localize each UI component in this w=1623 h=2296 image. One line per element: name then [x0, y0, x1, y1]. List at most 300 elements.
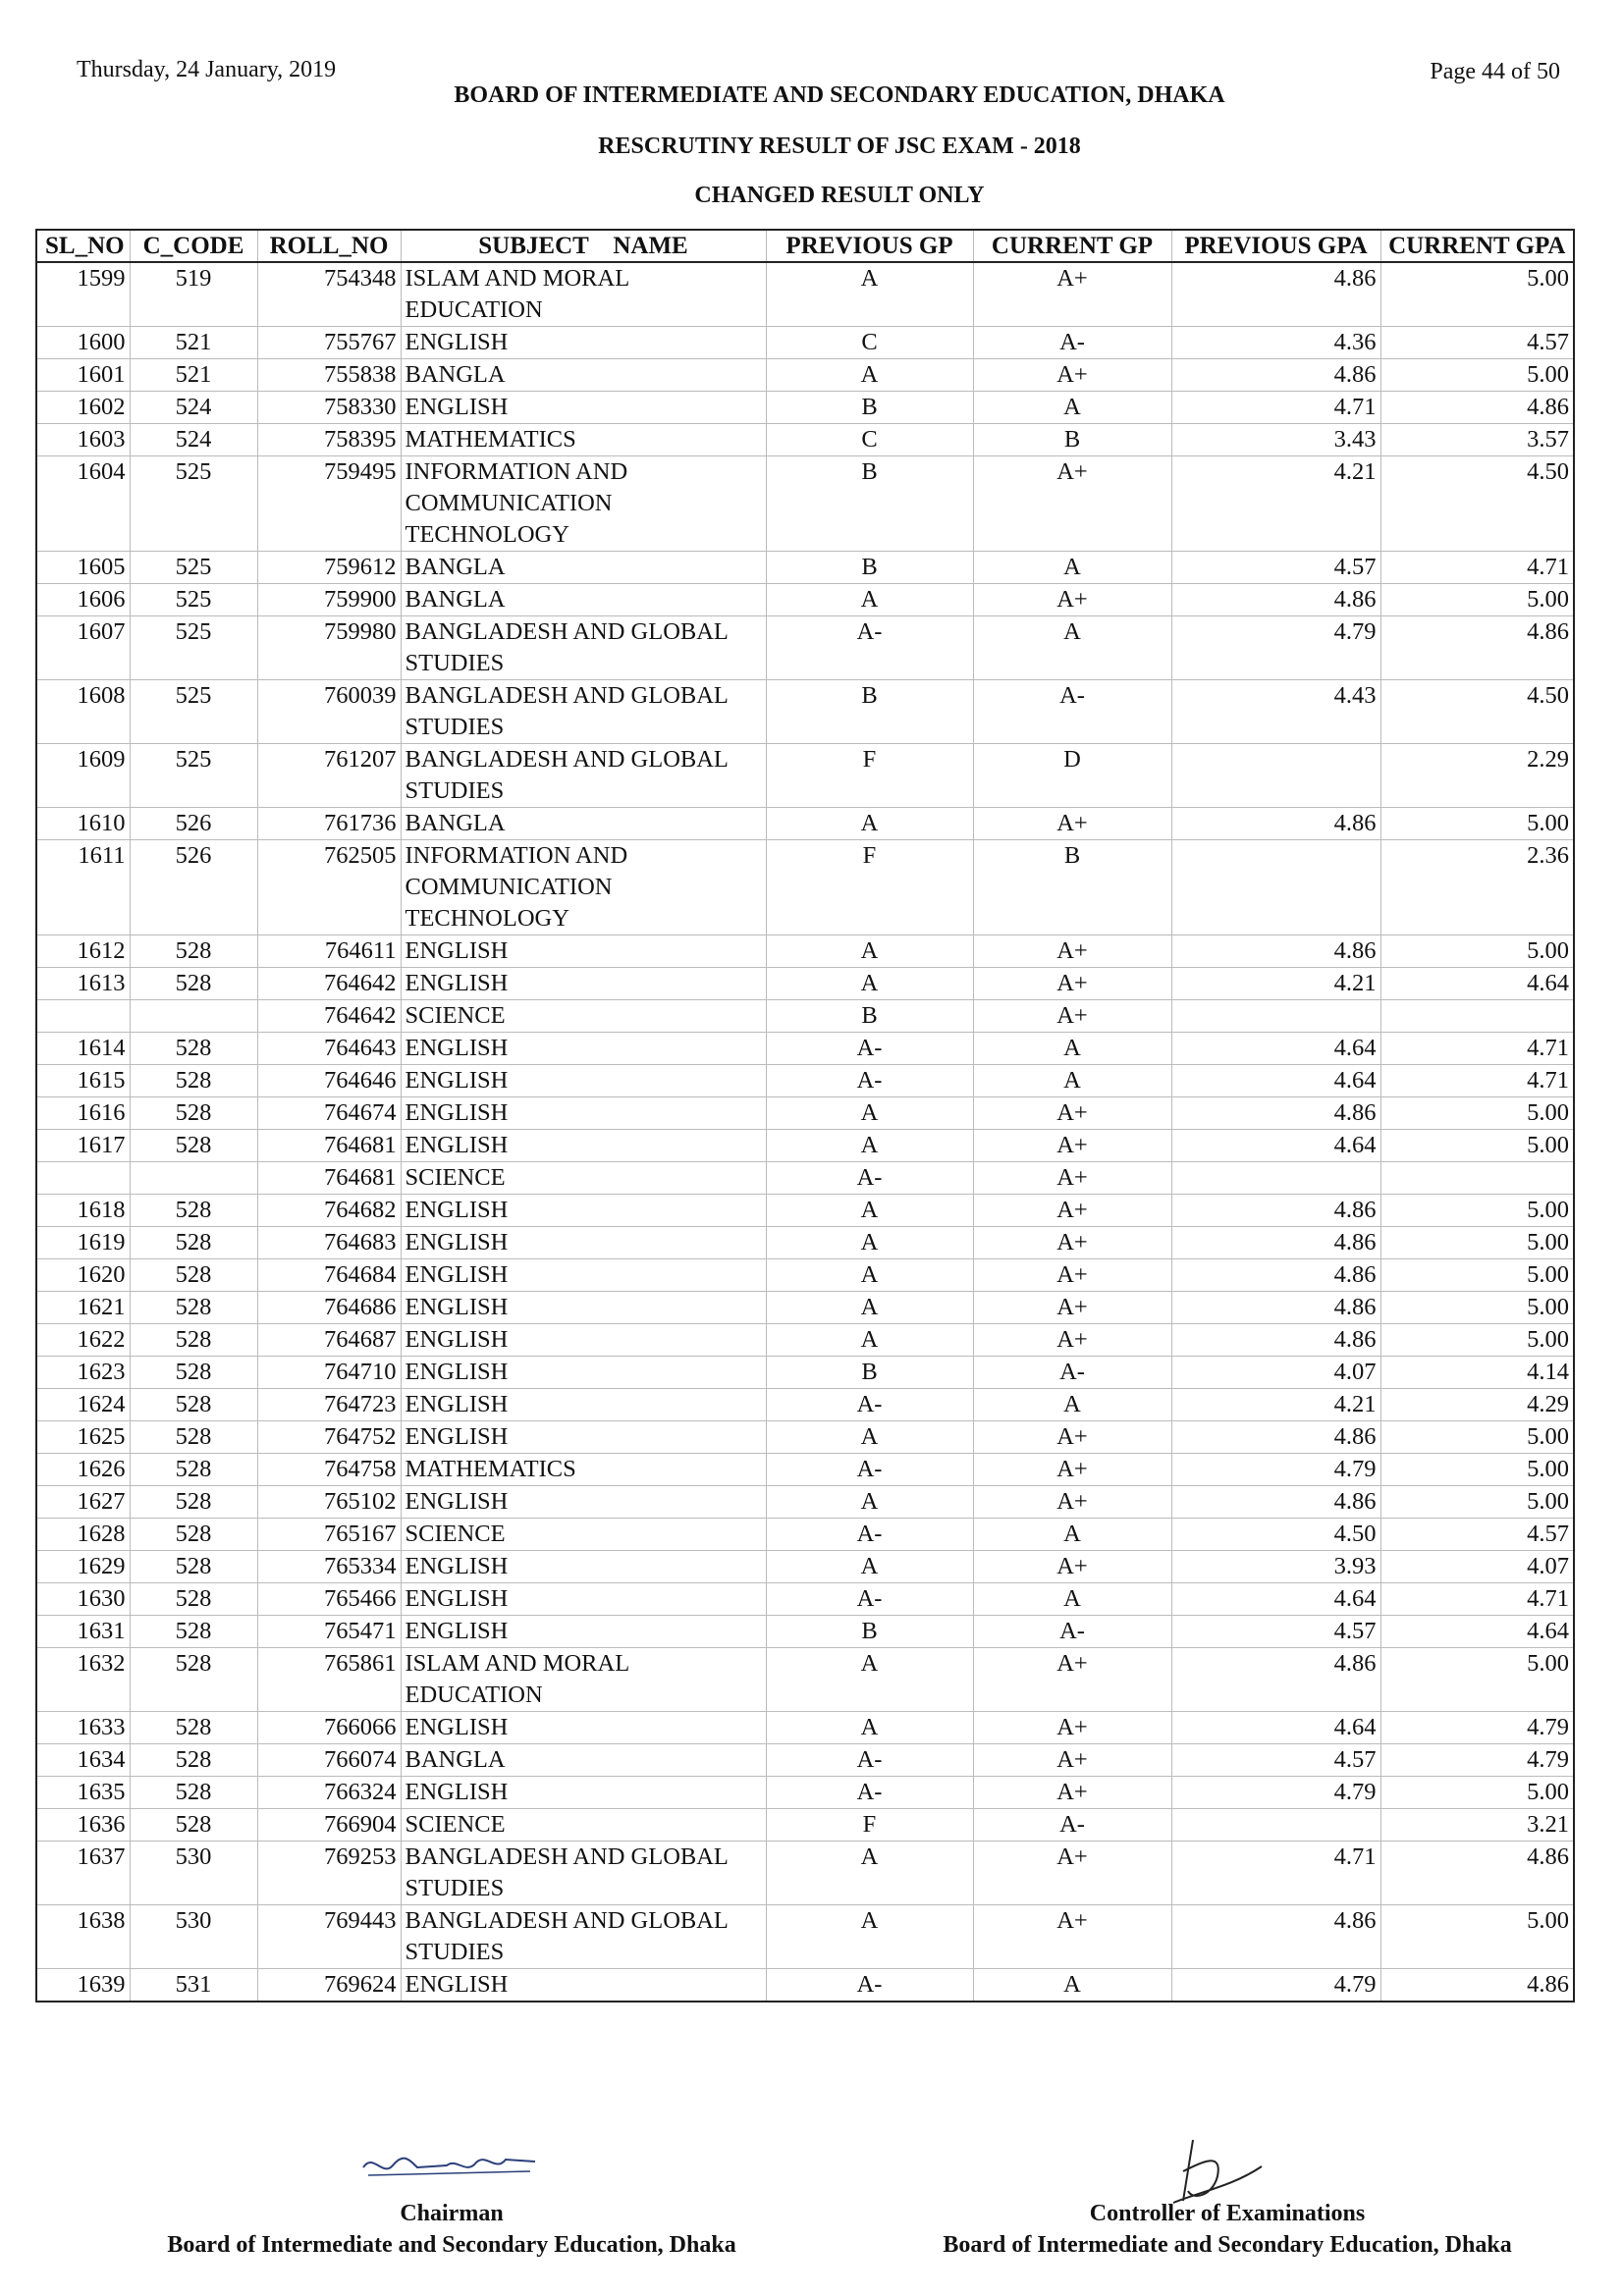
cell-sl-no: 1629	[36, 1551, 130, 1583]
cell-roll-no: 761207	[257, 744, 401, 808]
cell-current-gp: D	[973, 744, 1171, 808]
table-row	[36, 1421, 1574, 1454]
cell-sl-no: 1632	[36, 1648, 130, 1712]
cell-previous-gp: F	[766, 840, 973, 935]
cell-current-gpa: 4.50	[1380, 456, 1574, 552]
cell-current-gpa: 4.71	[1380, 1583, 1574, 1616]
cell-current-gp: A+	[973, 456, 1171, 552]
cell-previous-gp: F	[766, 744, 973, 808]
cell-current-gpa: 4.71	[1380, 552, 1574, 584]
cell-roll-no: 764643	[257, 1033, 401, 1065]
cell-current-gpa: 2.29	[1380, 744, 1574, 808]
col-subject-name: SUBJECT NAME	[401, 230, 766, 262]
cell-current-gpa: 5.00	[1380, 1421, 1574, 1454]
cell-previous-gpa	[1171, 1809, 1380, 1842]
cell-sl-no	[36, 1162, 130, 1195]
cell-c-code: 521	[130, 327, 257, 359]
cell-previous-gp: A-	[766, 1033, 973, 1065]
cell-current-gpa: 4.79	[1380, 1744, 1574, 1777]
cell-previous-gp: A	[766, 1292, 973, 1324]
cell-roll-no: 764681	[257, 1130, 401, 1162]
cell-current-gp: A	[973, 1389, 1171, 1421]
cell-subject: BANGLA	[401, 584, 766, 616]
cell-current-gp: A+	[973, 1454, 1171, 1486]
cell-roll-no: 758395	[257, 424, 401, 456]
cell-c-code: 525	[130, 744, 257, 808]
cell-previous-gpa: 4.21	[1171, 456, 1380, 552]
cell-roll-no: 759900	[257, 584, 401, 616]
cell-roll-no: 764674	[257, 1097, 401, 1130]
cell-subject: INFORMATION AND COMMUNICATION TECHNOLOGY	[401, 456, 766, 552]
cell-current-gp: A+	[973, 1744, 1171, 1777]
controller-signature	[1163, 2132, 1271, 2211]
cell-current-gpa: 5.00	[1380, 584, 1574, 616]
col-sl-no: SL_NO	[36, 230, 130, 262]
cell-c-code: 528	[130, 1616, 257, 1648]
cell-sl-no: 1630	[36, 1583, 130, 1616]
cell-roll-no: 764684	[257, 1259, 401, 1292]
cell-current-gp: A+	[973, 1777, 1171, 1809]
cell-sl-no: 1610	[36, 808, 130, 840]
table-row	[36, 1486, 1574, 1519]
cell-subject: SCIENCE	[401, 1000, 766, 1033]
table-row	[36, 1744, 1574, 1777]
page-number: Page 44 of 50	[1430, 59, 1560, 84]
cell-c-code: 528	[130, 1809, 257, 1842]
cell-previous-gpa: 4.43	[1171, 680, 1380, 744]
col-current-gpa: CURRENT GPA	[1380, 230, 1574, 262]
cell-sl-no: 1613	[36, 968, 130, 1000]
cell-current-gp: A+	[973, 1292, 1171, 1324]
cell-roll-no: 765334	[257, 1551, 401, 1583]
cell-roll-no: 759980	[257, 616, 401, 680]
cell-roll-no: 755838	[257, 359, 401, 392]
cell-sl-no: 1603	[36, 424, 130, 456]
cell-sl-no: 1637	[36, 1842, 130, 1905]
cell-roll-no: 759612	[257, 552, 401, 584]
cell-sl-no: 1615	[36, 1065, 130, 1097]
cell-subject: SCIENCE	[401, 1162, 766, 1195]
cell-sl-no: 1608	[36, 680, 130, 744]
cell-subject: BANGLADESH AND GLOBAL STUDIES	[401, 1842, 766, 1905]
cell-previous-gp: A	[766, 1227, 973, 1259]
cell-current-gp: A	[973, 392, 1171, 424]
cell-previous-gpa: 4.79	[1171, 1777, 1380, 1809]
cell-c-code: 528	[130, 1324, 257, 1357]
cell-previous-gp: C	[766, 327, 973, 359]
cell-c-code: 528	[130, 1421, 257, 1454]
cell-previous-gp: A-	[766, 1583, 973, 1616]
cell-sl-no: 1633	[36, 1712, 130, 1744]
cell-previous-gp: B	[766, 456, 973, 552]
table-row	[36, 1259, 1574, 1292]
cell-current-gpa: 4.86	[1380, 616, 1574, 680]
col-previous-gpa: PREVIOUS GPA	[1171, 230, 1380, 262]
cell-previous-gp: A-	[766, 1389, 973, 1421]
chairman-label: Chairman	[400, 2201, 504, 2226]
cell-roll-no: 765466	[257, 1583, 401, 1616]
cell-subject: ENGLISH	[401, 1227, 766, 1259]
cell-previous-gpa: 4.86	[1171, 1486, 1380, 1519]
cell-sl-no: 1623	[36, 1357, 130, 1389]
cell-c-code	[130, 1162, 257, 1195]
cell-current-gpa: 4.79	[1380, 1712, 1574, 1744]
cell-previous-gp: A	[766, 1842, 973, 1905]
cell-subject: BANGLADESH AND GLOBAL STUDIES	[401, 1905, 766, 1969]
cell-roll-no: 762505	[257, 840, 401, 935]
cell-previous-gp: A	[766, 1551, 973, 1583]
cell-sl-no: 1602	[36, 392, 130, 424]
cell-previous-gpa: 4.64	[1171, 1583, 1380, 1616]
table-row	[36, 327, 1574, 359]
cell-previous-gp: B	[766, 392, 973, 424]
cell-previous-gpa: 4.57	[1171, 552, 1380, 584]
cell-current-gpa: 5.00	[1380, 1259, 1574, 1292]
result-subtitle: CHANGED RESULT ONLY	[694, 183, 985, 208]
board-title: BOARD OF INTERMEDIATE AND SECONDARY EDUCATION, DHAKA	[454, 82, 1225, 108]
cell-previous-gp: A	[766, 808, 973, 840]
cell-current-gpa: 5.00	[1380, 262, 1574, 327]
cell-sl-no: 1624	[36, 1389, 130, 1421]
cell-current-gpa: 4.57	[1380, 1519, 1574, 1551]
cell-previous-gpa: 4.57	[1171, 1744, 1380, 1777]
cell-current-gp: A-	[973, 680, 1171, 744]
cell-previous-gpa: 4.79	[1171, 616, 1380, 680]
cell-previous-gp: A-	[766, 1519, 973, 1551]
cell-c-code: 528	[130, 1744, 257, 1777]
col-roll-no: ROLL_NO	[257, 230, 401, 262]
cell-current-gp: A+	[973, 1162, 1171, 1195]
cell-previous-gp: A	[766, 1259, 973, 1292]
cell-current-gp: A	[973, 552, 1171, 584]
cell-subject: MATHEMATICS	[401, 424, 766, 456]
cell-c-code: 528	[130, 1292, 257, 1324]
cell-current-gpa: 5.00	[1380, 1777, 1574, 1809]
cell-current-gpa: 4.86	[1380, 392, 1574, 424]
cell-previous-gpa: 4.86	[1171, 262, 1380, 327]
cell-previous-gpa: 4.64	[1171, 1033, 1380, 1065]
cell-sl-no: 1614	[36, 1033, 130, 1065]
cell-sl-no: 1638	[36, 1905, 130, 1969]
table-row	[36, 1000, 1574, 1033]
table-row	[36, 1195, 1574, 1227]
cell-c-code: 528	[130, 1357, 257, 1389]
cell-previous-gp: A	[766, 1905, 973, 1969]
cell-subject: ISLAM AND MORAL EDUCATION	[401, 1648, 766, 1712]
cell-previous-gp: A	[766, 359, 973, 392]
cell-current-gp: A-	[973, 1357, 1171, 1389]
cell-subject: INFORMATION AND COMMUNICATION TECHNOLOGY	[401, 840, 766, 935]
cell-previous-gp: B	[766, 1616, 973, 1648]
cell-current-gpa: 4.07	[1380, 1551, 1574, 1583]
table-row	[36, 1454, 1574, 1486]
cell-current-gp: A+	[973, 1195, 1171, 1227]
cell-sl-no: 1639	[36, 1969, 130, 2002]
cell-current-gpa: 5.00	[1380, 1097, 1574, 1130]
cell-previous-gp: A-	[766, 1065, 973, 1097]
cell-current-gpa: 5.00	[1380, 1130, 1574, 1162]
cell-previous-gp: A	[766, 1097, 973, 1130]
cell-subject: MATHEMATICS	[401, 1454, 766, 1486]
cell-sl-no: 1617	[36, 1130, 130, 1162]
table-row	[36, 1162, 1574, 1195]
cell-c-code: 526	[130, 808, 257, 840]
cell-c-code: 528	[130, 1486, 257, 1519]
cell-previous-gpa: 4.36	[1171, 327, 1380, 359]
cell-c-code: 521	[130, 359, 257, 392]
cell-subject: ENGLISH	[401, 1777, 766, 1809]
table-row	[36, 1551, 1574, 1583]
cell-current-gp: A+	[973, 1259, 1171, 1292]
cell-subject: ENGLISH	[401, 1097, 766, 1130]
cell-previous-gp: A	[766, 1195, 973, 1227]
cell-current-gpa: 4.64	[1380, 1616, 1574, 1648]
cell-previous-gpa: 4.57	[1171, 1616, 1380, 1648]
cell-sl-no: 1600	[36, 327, 130, 359]
cell-roll-no: 764682	[257, 1195, 401, 1227]
cell-c-code: 528	[130, 1389, 257, 1421]
table-row	[36, 584, 1574, 616]
cell-current-gpa: 3.21	[1380, 1809, 1574, 1842]
cell-roll-no: 764611	[257, 935, 401, 968]
cell-sl-no: 1626	[36, 1454, 130, 1486]
cell-roll-no: 759495	[257, 456, 401, 552]
cell-roll-no: 764758	[257, 1454, 401, 1486]
cell-current-gpa: 4.14	[1380, 1357, 1574, 1389]
cell-previous-gpa: 4.86	[1171, 1905, 1380, 1969]
cell-c-code: 528	[130, 1259, 257, 1292]
cell-c-code: 528	[130, 935, 257, 968]
cell-current-gpa: 4.57	[1380, 327, 1574, 359]
print-date: Thursday, 24 January, 2019	[77, 57, 337, 82]
cell-subject: SCIENCE	[401, 1519, 766, 1551]
cell-current-gp: A	[973, 616, 1171, 680]
cell-c-code: 528	[130, 1648, 257, 1712]
table-header-row	[36, 230, 1574, 262]
cell-c-code: 528	[130, 1195, 257, 1227]
cell-c-code: 530	[130, 1842, 257, 1905]
cell-roll-no: 764687	[257, 1324, 401, 1357]
table-row	[36, 968, 1574, 1000]
cell-roll-no: 765102	[257, 1486, 401, 1519]
cell-previous-gp: A	[766, 1712, 973, 1744]
cell-previous-gpa: 4.86	[1171, 359, 1380, 392]
cell-sl-no: 1628	[36, 1519, 130, 1551]
cell-c-code: 525	[130, 456, 257, 552]
cell-subject: ENGLISH	[401, 1551, 766, 1583]
col-previous-gp: PREVIOUS GP	[766, 230, 973, 262]
cell-previous-gpa: 4.86	[1171, 1421, 1380, 1454]
cell-c-code: 528	[130, 1065, 257, 1097]
table-row	[36, 1842, 1574, 1905]
controller-org: Board of Intermediate and Secondary Education, Dhaka	[943, 2232, 1512, 2258]
cell-c-code: 530	[130, 1905, 257, 1969]
cell-c-code: 528	[130, 1583, 257, 1616]
cell-current-gpa: 4.71	[1380, 1065, 1574, 1097]
cell-previous-gp: A	[766, 1421, 973, 1454]
table-row	[36, 840, 1574, 935]
cell-roll-no: 766904	[257, 1809, 401, 1842]
cell-sl-no: 1601	[36, 359, 130, 392]
cell-sl-no: 1609	[36, 744, 130, 808]
table-row	[36, 424, 1574, 456]
cell-roll-no: 764710	[257, 1357, 401, 1389]
cell-previous-gpa: 4.79	[1171, 1969, 1380, 2002]
cell-subject: ENGLISH	[401, 1712, 766, 1744]
cell-current-gp: A+	[973, 968, 1171, 1000]
table-row	[36, 456, 1574, 552]
cell-roll-no: 766066	[257, 1712, 401, 1744]
cell-c-code: 528	[130, 1227, 257, 1259]
cell-previous-gp: C	[766, 424, 973, 456]
cell-roll-no: 754348	[257, 262, 401, 327]
cell-c-code: 528	[130, 968, 257, 1000]
cell-current-gpa: 5.00	[1380, 1486, 1574, 1519]
cell-current-gpa: 5.00	[1380, 1195, 1574, 1227]
cell-previous-gp: F	[766, 1809, 973, 1842]
cell-sl-no: 1607	[36, 616, 130, 680]
cell-subject: ENGLISH	[401, 392, 766, 424]
cell-roll-no: 755767	[257, 327, 401, 359]
cell-previous-gpa: 4.71	[1171, 1842, 1380, 1905]
table-row	[36, 1097, 1574, 1130]
exam-title: RESCRUTINY RESULT OF JSC EXAM - 2018	[598, 133, 1081, 159]
cell-subject: SCIENCE	[401, 1809, 766, 1842]
cell-sl-no: 1622	[36, 1324, 130, 1357]
cell-current-gp: A+	[973, 359, 1171, 392]
cell-previous-gpa: 4.64	[1171, 1712, 1380, 1744]
cell-subject: BANGLADESH AND GLOBAL STUDIES	[401, 680, 766, 744]
cell-current-gp: A+	[973, 1324, 1171, 1357]
results-table	[35, 229, 1575, 2002]
cell-previous-gpa: 4.64	[1171, 1130, 1380, 1162]
cell-current-gp: A+	[973, 1130, 1171, 1162]
cell-c-code: 528	[130, 1033, 257, 1065]
cell-previous-gp: A	[766, 584, 973, 616]
cell-previous-gpa	[1171, 744, 1380, 808]
cell-current-gpa: 5.00	[1380, 808, 1574, 840]
cell-previous-gpa: 4.86	[1171, 1259, 1380, 1292]
cell-previous-gp: A	[766, 1486, 973, 1519]
cell-current-gpa: 2.36	[1380, 840, 1574, 935]
cell-roll-no: 765861	[257, 1648, 401, 1712]
cell-subject: ENGLISH	[401, 1616, 766, 1648]
cell-subject: ENGLISH	[401, 1324, 766, 1357]
cell-current-gp: A+	[973, 1097, 1171, 1130]
cell-previous-gp: A-	[766, 1969, 973, 2002]
cell-c-code	[130, 1000, 257, 1033]
cell-sl-no: 1612	[36, 935, 130, 968]
table-row	[36, 392, 1574, 424]
cell-current-gpa: 5.00	[1380, 1648, 1574, 1712]
cell-sl-no: 1621	[36, 1292, 130, 1324]
cell-roll-no: 764683	[257, 1227, 401, 1259]
cell-previous-gpa: 4.50	[1171, 1519, 1380, 1551]
cell-previous-gpa: 4.86	[1171, 1195, 1380, 1227]
cell-current-gp: A+	[973, 1227, 1171, 1259]
cell-current-gpa: 4.64	[1380, 968, 1574, 1000]
table-row	[36, 1033, 1574, 1065]
cell-previous-gp: A	[766, 262, 973, 327]
cell-previous-gp: A-	[766, 616, 973, 680]
cell-roll-no: 765471	[257, 1616, 401, 1648]
cell-previous-gp: A	[766, 1648, 973, 1712]
cell-previous-gpa: 4.86	[1171, 1292, 1380, 1324]
cell-c-code: 531	[130, 1969, 257, 2002]
cell-roll-no: 758330	[257, 392, 401, 424]
cell-current-gp: A+	[973, 1905, 1171, 1969]
cell-roll-no: 769443	[257, 1905, 401, 1969]
cell-sl-no: 1605	[36, 552, 130, 584]
cell-current-gpa: 5.00	[1380, 1324, 1574, 1357]
cell-current-gp: A+	[973, 1000, 1171, 1033]
cell-sl-no: 1619	[36, 1227, 130, 1259]
cell-previous-gp: A	[766, 1324, 973, 1357]
table-row	[36, 1389, 1574, 1421]
cell-subject: ENGLISH	[401, 1259, 766, 1292]
cell-subject: ENGLISH	[401, 1421, 766, 1454]
cell-previous-gpa	[1171, 1162, 1380, 1195]
cell-subject: ENGLISH	[401, 1583, 766, 1616]
cell-subject: BANGLA	[401, 359, 766, 392]
cell-current-gpa: 5.00	[1380, 935, 1574, 968]
cell-sl-no: 1625	[36, 1421, 130, 1454]
cell-current-gp: A	[973, 1969, 1171, 2002]
cell-previous-gpa: 4.86	[1171, 1227, 1380, 1259]
cell-sl-no: 1627	[36, 1486, 130, 1519]
table-row	[36, 1324, 1574, 1357]
table-row	[36, 262, 1574, 327]
cell-roll-no: 764681	[257, 1162, 401, 1195]
cell-current-gpa: 4.50	[1380, 680, 1574, 744]
table-row	[36, 935, 1574, 968]
cell-sl-no: 1606	[36, 584, 130, 616]
cell-current-gpa	[1380, 1162, 1574, 1195]
cell-current-gpa: 4.29	[1380, 1389, 1574, 1421]
cell-previous-gp: B	[766, 1357, 973, 1389]
table-row	[36, 1292, 1574, 1324]
cell-roll-no: 760039	[257, 680, 401, 744]
cell-current-gpa: 5.00	[1380, 1454, 1574, 1486]
table-row	[36, 1616, 1574, 1648]
cell-c-code: 528	[130, 1777, 257, 1809]
table-row	[36, 552, 1574, 584]
cell-current-gp: A+	[973, 1648, 1171, 1712]
cell-current-gp: A+	[973, 1421, 1171, 1454]
cell-subject: BANGLADESH AND GLOBAL STUDIES	[401, 744, 766, 808]
cell-previous-gp: A-	[766, 1777, 973, 1809]
cell-previous-gpa: 4.21	[1171, 968, 1380, 1000]
table-row	[36, 1357, 1574, 1389]
cell-previous-gp: B	[766, 680, 973, 744]
cell-roll-no: 764723	[257, 1389, 401, 1421]
col-c-code: C_CODE	[130, 230, 257, 262]
table-row	[36, 359, 1574, 392]
cell-current-gpa: 4.86	[1380, 1969, 1574, 2002]
cell-current-gp: A+	[973, 1551, 1171, 1583]
cell-roll-no: 764642	[257, 1000, 401, 1033]
table-row	[36, 1809, 1574, 1842]
cell-subject: ENGLISH	[401, 1292, 766, 1324]
cell-roll-no: 766074	[257, 1744, 401, 1777]
cell-current-gp: A	[973, 1519, 1171, 1551]
cell-previous-gpa: 3.93	[1171, 1551, 1380, 1583]
cell-sl-no: 1604	[36, 456, 130, 552]
cell-previous-gpa: 4.71	[1171, 392, 1380, 424]
cell-previous-gpa: 4.86	[1171, 935, 1380, 968]
cell-roll-no: 761736	[257, 808, 401, 840]
cell-current-gp: A+	[973, 262, 1171, 327]
